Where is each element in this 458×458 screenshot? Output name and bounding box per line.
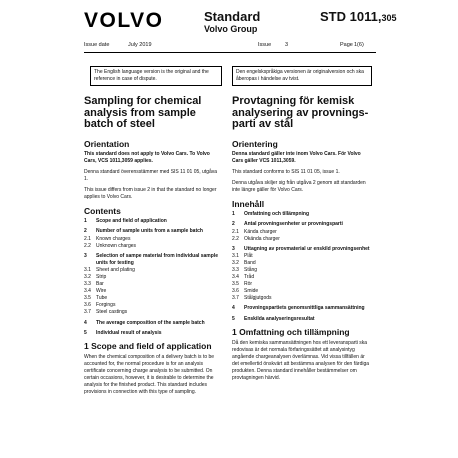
toc-item-label: Rör (244, 281, 253, 288)
toc-item-number: 3.6 (84, 302, 91, 309)
issue-value: 3 (285, 42, 289, 48)
toc-item-number: 5 (84, 329, 87, 336)
toc-item-number: 1 (232, 211, 235, 218)
toc-item-number: 3.2 (84, 273, 91, 280)
issue-label: Issue (258, 42, 272, 48)
toc-item-label: Kända charger (244, 228, 277, 235)
toc-item (232, 221, 370, 228)
toc-item-label: Steel castings (96, 309, 128, 316)
toc-item (232, 236, 370, 243)
toc-item (84, 295, 222, 302)
toc-item (84, 253, 222, 267)
toc-item-label: Sheet and plating (96, 266, 135, 273)
toc-item-label: Tråd (244, 274, 255, 281)
toc-item-number: 3.6 (232, 288, 239, 295)
toc-item (84, 228, 222, 235)
toc-item-label: Tube (96, 295, 108, 302)
orientation-p2-en: This issue differs from issue 2 in that the standard no longer applies to Volvo Cars. (84, 186, 217, 200)
toc-item-label: Strip (96, 273, 107, 280)
toc-item (232, 211, 370, 218)
orientation-p1-sv: This standard conforms to SIS 11 01 05, issue 1. (232, 168, 340, 175)
notice-en-text: The English language version is the original and the reference in case of dispute. (94, 69, 209, 82)
toc-item (232, 246, 370, 253)
notice-box-en (90, 66, 222, 86)
toc-item-number: 3.5 (84, 295, 91, 302)
header-rule (84, 52, 376, 53)
toc-item-label: Unknown charges (96, 242, 137, 249)
toc-item-number: 3.1 (232, 252, 239, 259)
toc-item-number: 3.3 (84, 281, 91, 288)
volvo-logo: VOLVO (84, 9, 164, 32)
contents-heading-en: Contents (84, 205, 121, 216)
right-column (232, 96, 370, 382)
toc-item-number: 4 (232, 305, 235, 312)
toc-item (84, 281, 222, 288)
toc-item-number: 5 (232, 315, 235, 322)
orientation-p2-sv: Denna utgåva skiljer sig från utgåva 2 genom att standarden inte längre gäller för Volvo Cars. (232, 179, 366, 193)
toc-item (232, 253, 370, 260)
notice-sv-text: Den engelskspråkiga versionen är originalversion och ska åberopas i händelse av tvist. (236, 69, 364, 82)
toc-item-label: Uttagning av provmaterial ur enskild provningsenhet (244, 245, 370, 252)
section1-heading-sv: 1 Omfattning och tillämpning (232, 326, 350, 337)
toc-item-number: 3.4 (232, 274, 239, 281)
orientation-bold-sv: Denna standard gäller inte inom Volvo Cars. För Volvo Cars gäller VCS 1011,3059. (232, 150, 361, 164)
toc-item (84, 330, 222, 337)
toc-sv (232, 211, 370, 322)
orientation-p1-en: Denna standard överensstämmer med SIS 11 01 05, utgåva 1. (84, 168, 218, 182)
toc-item (84, 274, 222, 281)
toc-item (84, 267, 222, 274)
left-column (84, 96, 222, 396)
orientation-heading-en: Orientation (84, 138, 130, 149)
toc-item-number: 2 (232, 221, 235, 228)
toc-item-number: 4 (84, 319, 87, 326)
toc-item-label: Band (244, 259, 256, 266)
toc-item (84, 309, 222, 316)
toc-item-label: Forgings (96, 302, 116, 309)
toc-item (84, 236, 222, 243)
toc-item (84, 218, 222, 225)
section1-body-sv: Då den kemiska sammansättningen hos ett leveransparti ska redovisas är det normala förfaringssättet att analysintyg angående chargeanalysen överlämnas. Vid vissa tillfällen är det emellertid önskvärt att bestämma analysen för den färdiga produkten. Denna standard innehåller bestämmelser om provtagningen härvid. (232, 339, 370, 381)
standard-number-main: STD 1011, (320, 9, 382, 24)
toc-item (84, 288, 222, 295)
toc-item (84, 320, 222, 327)
toc-item-label: Selection of sampe material from individual sample units for testing (96, 252, 218, 266)
orientation-heading-sv: Orientering (232, 138, 278, 149)
toc-en (84, 218, 222, 336)
doc-title-sv: Provtagning för kemisk analysering av provnings-parti av stål (232, 95, 369, 131)
toc-item-number: 3.3 (232, 266, 239, 273)
notice-box-sv (232, 66, 372, 86)
issue-date: July 2019 (128, 42, 152, 48)
toc-item (232, 281, 370, 288)
toc-item-label: Wire (96, 288, 107, 295)
toc-item (232, 305, 370, 312)
toc-item-label: Stång (244, 266, 258, 273)
toc-item (232, 267, 370, 274)
contents-heading-sv: Innehåll (232, 198, 265, 209)
toc-item-number: 2.1 (232, 228, 239, 235)
toc-item-label: Antal provningsenheter ur provningsparti (244, 221, 343, 228)
toc-item (84, 243, 222, 250)
toc-item (232, 274, 370, 281)
standard-subtitle: Volvo Group (204, 24, 258, 34)
toc-item-number: 2.2 (232, 235, 239, 242)
toc-item-label: Stålgjutgods (244, 295, 272, 302)
toc-item-number: 3 (232, 245, 235, 252)
toc-item-label: Smide (244, 288, 259, 295)
standard-number-sub: 305 (381, 13, 397, 23)
toc-item-number: 2.1 (84, 235, 91, 242)
toc-item-number: 2 (84, 228, 87, 235)
page-value: 1(6) (354, 42, 364, 48)
toc-item-number: 3.1 (84, 266, 91, 273)
toc-item-number: 3.2 (232, 259, 239, 266)
toc-item-number: 3 (84, 252, 87, 259)
page-label: Page (340, 42, 353, 48)
toc-item (84, 302, 222, 309)
toc-item-label: Provningspartiets genomsnittliga sammansättning (244, 305, 365, 312)
toc-item (232, 229, 370, 236)
toc-item-label: Individual result of analysis (96, 329, 162, 336)
issue-date-label: Issue date (84, 42, 110, 48)
toc-item-label: Plåt (244, 252, 253, 259)
orientation-bold-en: This standard does not apply to Volvo Cars. To Volvo Cars, VCS 1011,3059 applies. (84, 150, 210, 164)
toc-item-label: Scope and field of application (96, 218, 167, 225)
section1-body-en: When the chemical composition of a delivery batch is to be accounted for, the normal procedure is for an analysis certificate concerning charge analysis to be submitted. On certain occasions, however, it is desirable to determine the analysis for the finished product. This standard includes provisions in connection with this type of sampling. (84, 354, 215, 396)
toc-item-label: The average composition of the sample batch (96, 319, 205, 326)
toc-item-label: Okända charger (244, 235, 280, 242)
standard-number (320, 9, 396, 24)
toc-item (232, 260, 370, 267)
toc-item-label: Number of sample units from a sample batch (96, 228, 203, 235)
toc-item (232, 295, 370, 302)
toc-item-number: 1 (84, 218, 87, 225)
toc-item-label: Enskilda analyseringsresultat (244, 315, 315, 322)
section1-heading-en: 1 Scope and field of application (84, 340, 212, 351)
toc-item-label: Bar (96, 281, 104, 288)
standard-title: Standard (204, 9, 261, 24)
toc-item-number: 2.2 (84, 242, 91, 249)
toc-item-label: Known charges (96, 235, 131, 242)
toc-item-number: 3.7 (84, 309, 91, 316)
toc-item-number: 3.4 (84, 288, 91, 295)
toc-item-label: Omfattning och tillämpning (244, 211, 309, 218)
toc-item (232, 316, 370, 323)
toc-item-number: 3.7 (232, 295, 239, 302)
doc-title-en: Sampling for chemical analysis from sample batch of steel (84, 95, 202, 131)
toc-item-number: 3.5 (232, 281, 239, 288)
